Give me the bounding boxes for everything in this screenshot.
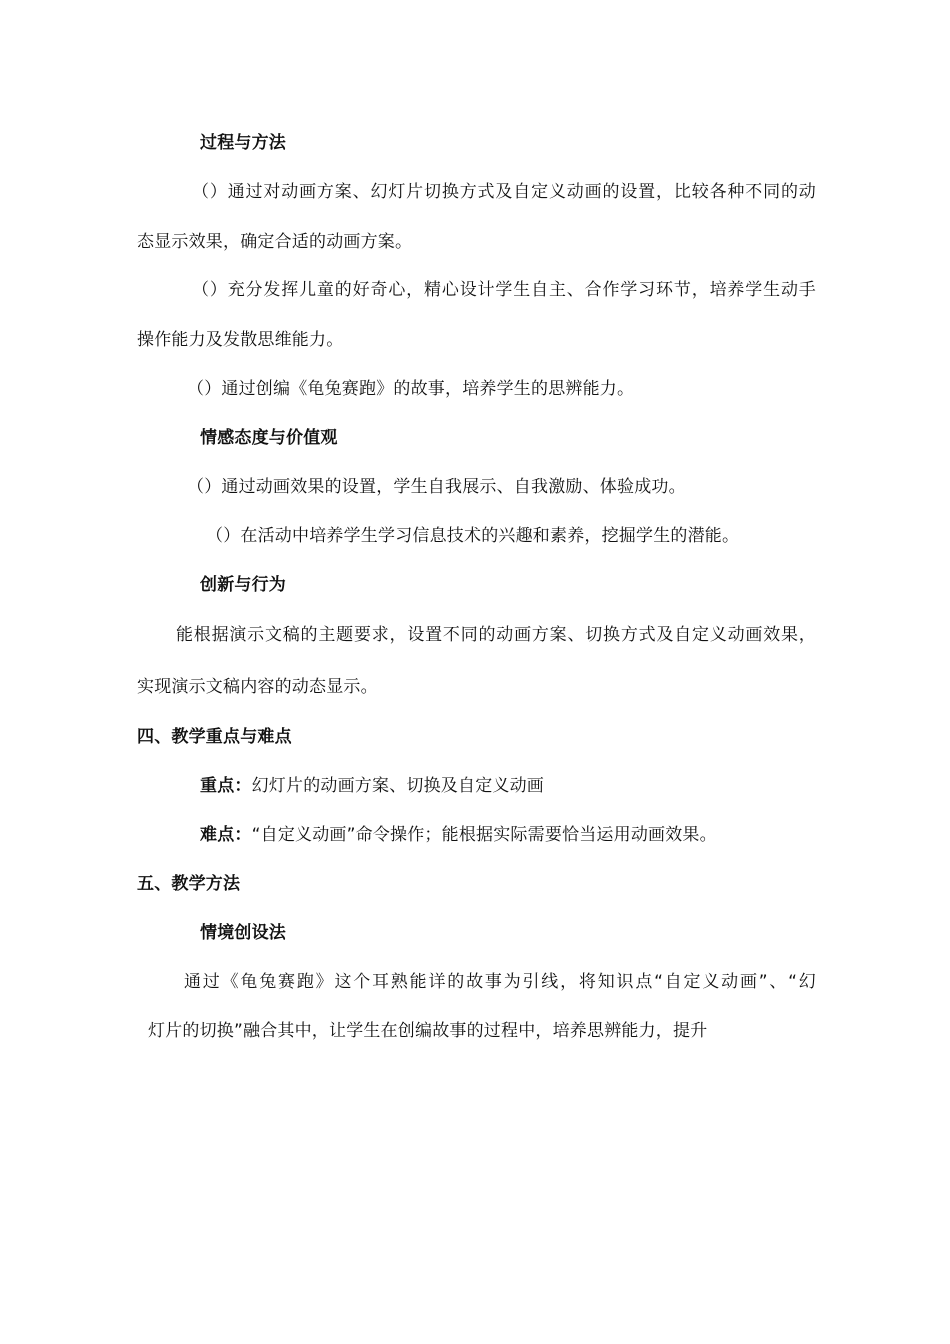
heading-innovation: 创新与行为 — [200, 575, 286, 595]
emotion-item-2: （）在活动中培养学生学习信息技术的兴趣和素养，挖掘学生的潜能。 — [206, 526, 740, 546]
process-item-3: （）通过创编《龟兔赛跑》的故事，培养学生的思辨能力。 — [187, 379, 635, 399]
process-item-2-line-1: （）充分发挥儿童的好奇心，精心设计学生自主、合作学习环节，培养学生动手 — [192, 280, 816, 300]
heading-process-method: 过程与方法 — [200, 133, 286, 153]
key-point-label: 重点： — [200, 776, 252, 796]
method-line-1: 通过《龟兔赛跑》这个耳熟能详的故事为引线，将知识点“自定义动画”、“幻 — [184, 972, 816, 992]
difficulty-label: 难点： — [200, 825, 252, 845]
emotion-item-1: （）通过动画效果的设置，学生自我展示、自我激励、体验成功。 — [187, 477, 686, 497]
process-item-1-line-2: 态显示效果，确定合适的动画方案。 — [137, 232, 413, 252]
heading-section-5: 五、教学方法 — [137, 874, 241, 894]
heading-emotion-values: 情感态度与价值观 — [200, 428, 338, 448]
key-point-line — [200, 775, 544, 797]
key-point-text: 幻灯片的动画方案、切换及自定义动画 — [251, 776, 545, 796]
innovation-line-2: 实现演示文稿内容的动态显示。 — [137, 677, 378, 697]
difficulty-text: “自定义动画”命令操作；能根据实际需要恰当运用动画效果。 — [251, 825, 717, 845]
innovation-line-1: 能根据演示文稿的主题要求，设置不同的动画方案、切换方式及自定义动画效果， — [176, 625, 816, 645]
difficulty-line — [200, 824, 717, 846]
process-item-2-line-2: 操作能力及发散思维能力。 — [137, 330, 344, 350]
process-item-1-line-1: （）通过对动画方案、幻灯片切换方式及自定义动画的设置，比较各种不同的动 — [192, 182, 816, 202]
method-line-2: 灯片的切换”融合其中，让学生在创编故事的过程中，培养思辨能力，提升 — [148, 1021, 708, 1041]
heading-scenario-method: 情境创设法 — [200, 923, 286, 943]
heading-section-4: 四、教学重点与难点 — [137, 727, 292, 747]
